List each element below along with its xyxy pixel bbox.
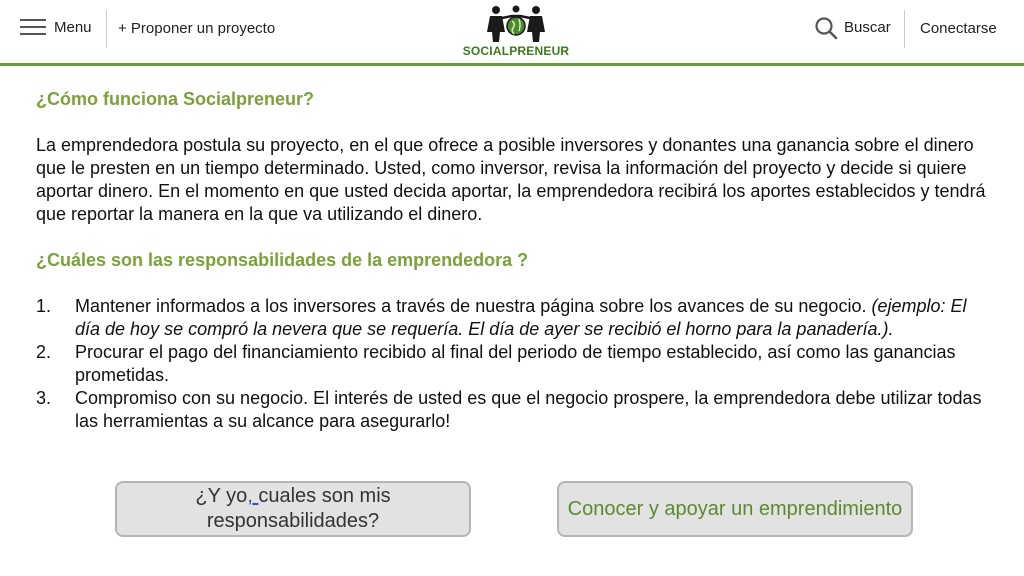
list-item-text: Compromiso con su negocio. El interés de usted es que el negocio prospere, la emprendedora debe utilizar todas las herramientas a su alcance para asegurarlo! — [75, 388, 982, 431]
cta1-comma-link[interactable]: , — [247, 485, 259, 507]
support-venture-button[interactable] — [557, 481, 913, 537]
cta1-text-end: cuales son mis responsabilidades? — [206, 485, 391, 532]
list-item-text: Mantener informados a los inversores a través de nuestra página sobre los avances de su negocio. — [75, 296, 867, 316]
header-divider — [904, 10, 905, 48]
propose-project-link[interactable]: + Proponer un proyecto — [118, 20, 276, 37]
list-number: 2. — [36, 342, 52, 362]
how-it-works-heading: ¿Cómo funciona Socialpreneur? — [36, 89, 315, 109]
list-item — [36, 295, 996, 341]
people-globe-icon — [486, 4, 546, 42]
menu-label: Menu — [54, 18, 92, 36]
list-number: 3. — [36, 388, 52, 408]
my-responsibilities-label — [117, 484, 469, 534]
logo-text: SOCIALPRENEUR — [462, 44, 570, 58]
list-item — [36, 341, 996, 387]
site-logo[interactable] — [458, 4, 574, 62]
how-it-works-paragraph: La emprendedora postula su proyecto, en el que ofrece a posible inversores y donantes una ganancia sobre el dinero que le presten en un tiempo determinado. Usted, como inversor, revisa la información del proyecto y decide si quiere aportar dinero. En el momento en que usted decida aportar, la emprendedora recibirá los aportes establecidos y tendrá que reportar la manera en la que va utilizando el dinero. — [36, 135, 986, 224]
responsibilities-list — [36, 295, 996, 433]
list-item-example: (ejemplo: El día de hoy se compró la nevera que se requería. El día de ayer se recibió el horno para la panadería.). — [75, 296, 967, 339]
cta1-text-start: ¿Y yo — [195, 485, 248, 507]
my-responsibilities-button[interactable] — [115, 481, 471, 537]
list-item — [36, 387, 996, 433]
responsibilities-heading: ¿Cuáles son las responsabilidades de la emprendedora ? — [36, 250, 529, 270]
menu-button[interactable] — [20, 17, 92, 37]
list-number: 1. — [36, 296, 52, 316]
search-button[interactable] — [814, 16, 891, 40]
search-label: Buscar — [844, 19, 891, 36]
login-link[interactable]: Conectarse — [920, 20, 997, 37]
support-venture-label: Conocer y apoyar un emprendimiento — [567, 497, 903, 520]
header-divider — [106, 10, 107, 48]
top-header — [0, 0, 1024, 66]
search-icon — [814, 16, 838, 40]
hamburger-icon — [20, 17, 46, 37]
list-item-text: Procurar el pago del financiamiento recibido al final del periodo de tiempo establecido, así como las ganancias prometidas. — [75, 342, 956, 385]
